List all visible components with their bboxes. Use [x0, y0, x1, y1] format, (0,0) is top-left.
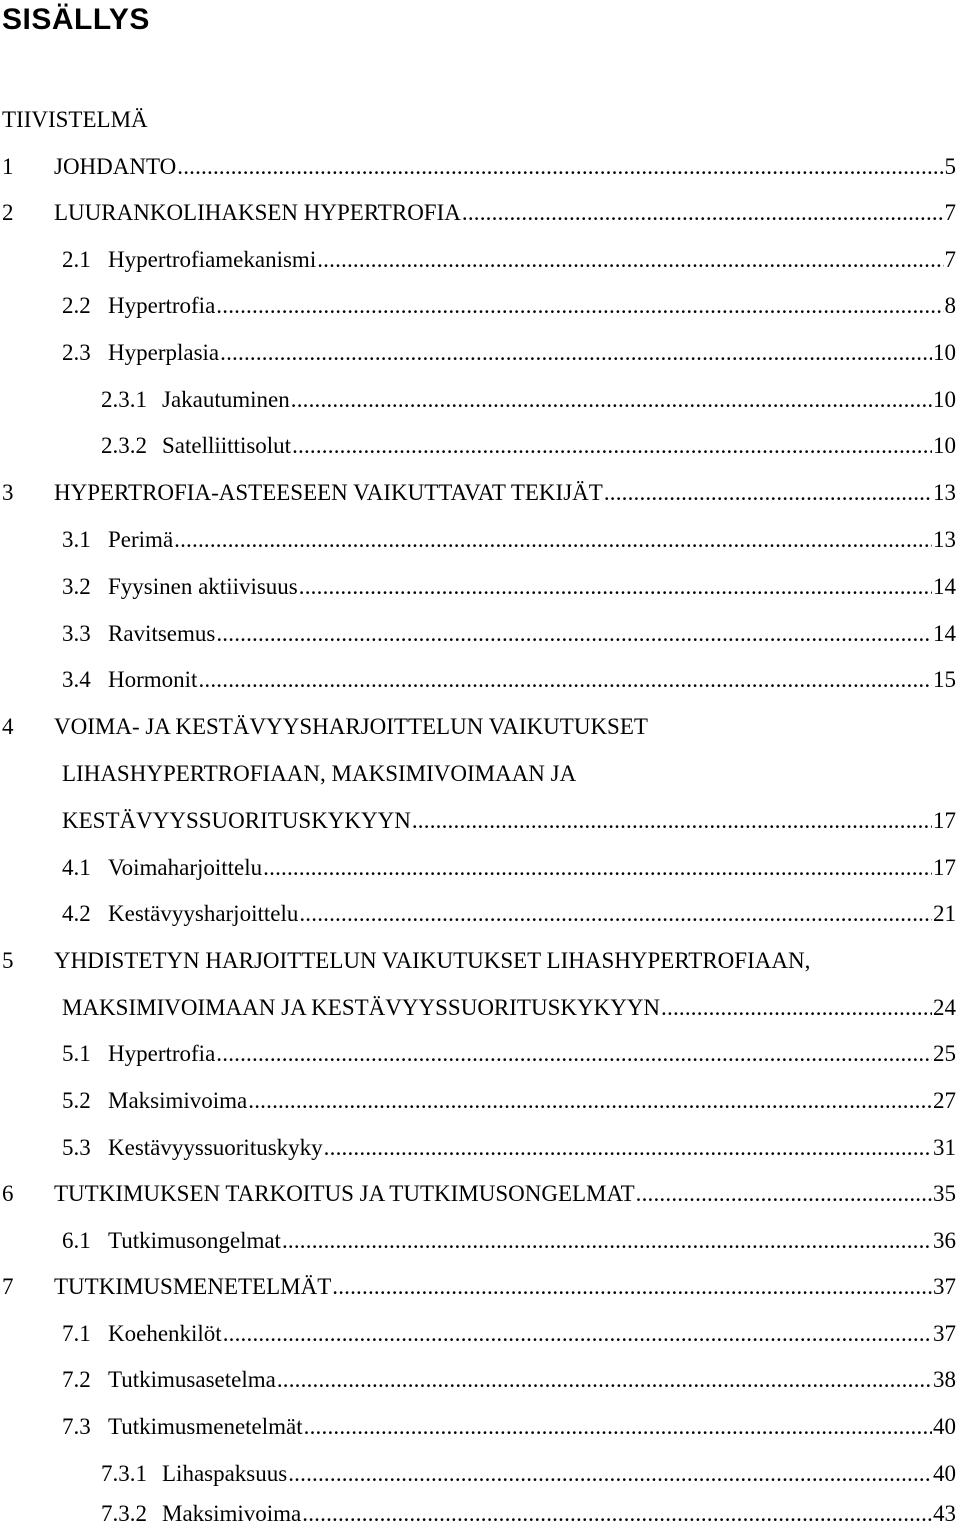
entry-number: 7.3: [62, 1414, 91, 1439]
toc-entry[interactable]: [0, 1225, 956, 1257]
entry-number: 2: [2, 200, 14, 225]
entry-title: Kestävyyssuorituskyky: [108, 1135, 323, 1160]
toc-entry[interactable]: [0, 384, 956, 416]
entry-number: 2.2: [62, 293, 91, 318]
toc-entry[interactable]: [0, 1271, 956, 1303]
entry-title-continuation: KESTÄVYYSSUORITUSKYKYYN: [62, 808, 411, 833]
entry-number: 3: [2, 480, 14, 505]
leader-dots: [324, 1132, 932, 1164]
leader-dots: [317, 244, 943, 276]
entry-number: 3.3: [62, 621, 91, 646]
entry-number: 2.3.2: [101, 433, 147, 458]
entry-title-continuation: MAKSIMIVOIMAAN JA KESTÄVYYSSUORITUSKYKYYN: [62, 995, 661, 1020]
entry-title: YHDISTETYN HARJOITTELUN VAIKUTUKSET LIHASHYPERTROFIAAN,: [54, 948, 811, 973]
leader-dots: [198, 664, 932, 696]
entry-page: 40: [933, 1414, 956, 1439]
entry-page: 14: [933, 621, 956, 646]
toc-entry[interactable]: [0, 1178, 956, 1210]
entry-title: VOIMA- JA KESTÄVYYSHARJOITTELUN VAIKUTUKSET: [54, 714, 648, 739]
toc-entry[interactable]: [0, 618, 956, 650]
entry-number: 2.1: [62, 247, 91, 272]
entry-title: Hypertrofiamekanismi: [108, 247, 317, 272]
entry-number: 5.3: [62, 1135, 91, 1160]
toc-entry[interactable]: [0, 1411, 956, 1443]
entry-page: 25: [933, 1041, 956, 1066]
entry-page: 10: [933, 387, 956, 412]
leader-dots: [302, 1498, 932, 1530]
entry-number: 5.1: [62, 1041, 91, 1066]
entry-number: 3.4: [62, 667, 91, 692]
entry-page: 24: [933, 995, 956, 1020]
entry-title: Satelliittisolut: [162, 433, 292, 458]
entry-title: LUURANKOLIHAKSEN HYPERTROFIA: [54, 200, 461, 225]
entry-page: 17: [933, 808, 956, 833]
entry-number: 3.2: [62, 574, 91, 599]
entry-title-continuation: LIHASHYPERTROFIAAN, MAKSIMIVOIMAAN JA: [62, 761, 577, 786]
toc-entry-continuation[interactable]: [0, 805, 956, 837]
toc-entry[interactable]: [0, 1038, 956, 1070]
entry-title: Maksimivoima: [162, 1501, 302, 1526]
entry-page: 38: [933, 1367, 956, 1392]
entry-number: 6.1: [62, 1228, 91, 1253]
entry-number: 2.3.1: [101, 387, 147, 412]
toc-entry[interactable]: [0, 1364, 956, 1396]
entry-page: 15: [933, 667, 956, 692]
abstract-label: TIIVISTELMÄ: [2, 107, 148, 132]
toc-entry[interactable]: [0, 664, 956, 696]
entry-page: 36: [933, 1228, 956, 1253]
entry-page: 10: [933, 340, 956, 365]
leader-dots: [299, 571, 932, 603]
entry-page: 27: [933, 1088, 956, 1113]
entry-number: 4: [2, 714, 14, 739]
leader-dots: [288, 1458, 932, 1490]
entry-number: 6: [2, 1181, 14, 1206]
entry-number: 7.2: [62, 1367, 91, 1392]
toc-entry[interactable]: [0, 1458, 956, 1490]
toc-entry[interactable]: [0, 337, 956, 369]
leader-dots: [223, 1318, 932, 1350]
toc-entry[interactable]: [0, 571, 956, 603]
toc-entry[interactable]: [0, 1132, 956, 1164]
entry-title: Tutkimusasetelma: [108, 1367, 276, 1392]
entry-page: 7: [944, 247, 956, 272]
entry-number: 4.2: [62, 901, 91, 926]
leader-dots: [220, 337, 932, 369]
toc-entry[interactable]: [0, 852, 956, 884]
leader-dots: [277, 1364, 932, 1396]
toc-entry-multiline-first[interactable]: [0, 945, 956, 977]
leader-dots: [299, 898, 932, 930]
entry-title: Kestävyysharjoittelu: [108, 901, 299, 926]
leader-dots: [661, 992, 932, 1024]
entry-page: 13: [933, 480, 956, 505]
entry-page: 5: [944, 154, 956, 179]
leader-dots: [636, 1178, 932, 1210]
entry-number: 7.3.2: [101, 1501, 147, 1526]
toc-entry[interactable]: [0, 151, 956, 183]
entry-title: Ravitsemus: [108, 621, 216, 646]
entry-page: 17: [933, 855, 956, 880]
entry-page: 37: [933, 1321, 956, 1346]
leader-dots: [604, 477, 932, 509]
entry-title: TUTKIMUKSEN TARKOITUS JA TUTKIMUSONGELMAT: [54, 1181, 635, 1206]
entry-number: 5: [2, 948, 14, 973]
entry-page: 13: [933, 527, 956, 552]
entry-title: JOHDANTO: [54, 154, 177, 179]
entry-title: Hyperplasia: [108, 340, 220, 365]
entry-number: 7: [2, 1274, 14, 1299]
entry-title: Maksimivoima: [108, 1088, 248, 1113]
toc-entry[interactable]: [0, 244, 956, 276]
leader-dots: [216, 618, 932, 650]
entry-title: Perimä: [108, 527, 174, 552]
entry-title: TUTKIMUSMENETELMÄT: [54, 1274, 332, 1299]
entry-number: 1: [2, 154, 14, 179]
toc-entry[interactable]: [0, 290, 956, 322]
entry-number: 7.1: [62, 1321, 91, 1346]
leader-dots: [292, 430, 932, 462]
leader-dots: [174, 524, 932, 556]
entry-title: Lihaspaksuus: [162, 1461, 288, 1486]
entry-title: Fyysinen aktiivisuus: [108, 574, 298, 599]
toc-entry[interactable]: [0, 197, 956, 229]
entry-page: 7: [944, 200, 956, 225]
entry-title: Jakautuminen: [162, 387, 290, 412]
leader-dots: [177, 151, 943, 183]
leader-dots: [263, 852, 932, 884]
entry-number: 7.3.1: [101, 1461, 147, 1486]
entry-number: 5.2: [62, 1088, 91, 1113]
leader-dots: [412, 805, 932, 837]
leader-dots: [304, 1411, 932, 1443]
entry-number: 4.1: [62, 855, 91, 880]
entry-title: Tutkimusongelmat: [108, 1228, 281, 1253]
entry-page: 14: [933, 574, 956, 599]
entry-title: Koehenkilöt: [108, 1321, 222, 1346]
toc-entry[interactable]: [0, 477, 956, 509]
entry-title: Hormonit: [108, 667, 198, 692]
leader-dots: [282, 1225, 932, 1257]
toc-entry-continuation: [0, 758, 956, 790]
entry-page: 43: [933, 1501, 956, 1526]
entry-number: 2.3: [62, 340, 91, 365]
toc-entry-multiline-first[interactable]: [0, 711, 956, 743]
leader-dots: [332, 1271, 932, 1303]
entry-title: Tutkimusmenetelmät: [108, 1414, 303, 1439]
entry-page: 40: [933, 1461, 956, 1486]
leader-dots: [291, 384, 932, 416]
entry-title: HYPERTROFIA-ASTEESEEN VAIKUTTAVAT TEKIJÄT: [54, 480, 603, 505]
leader-dots: [462, 197, 944, 229]
entry-page: 35: [933, 1181, 956, 1206]
entry-page: 21: [933, 901, 956, 926]
toc-entry[interactable]: [0, 1085, 956, 1117]
leader-dots: [248, 1085, 932, 1117]
leader-dots: [216, 290, 943, 322]
entry-title: Hypertrofia: [108, 293, 216, 318]
toc-heading: SISÄLLYS: [2, 3, 150, 36]
entry-title: Hypertrofia: [108, 1041, 216, 1066]
entry-page: 8: [944, 293, 956, 318]
entry-title: Voimaharjoittelu: [108, 855, 263, 880]
toc-entry[interactable]: [0, 430, 956, 462]
toc-entry[interactable]: [0, 1318, 956, 1350]
entry-number: 3.1: [62, 527, 91, 552]
toc-entry-continuation[interactable]: [0, 992, 956, 1024]
leader-dots: [216, 1038, 932, 1070]
entry-page: 31: [933, 1135, 956, 1160]
toc-entry[interactable]: [0, 1498, 956, 1530]
entry-page: 37: [933, 1274, 956, 1299]
toc-entry[interactable]: [0, 524, 956, 556]
toc-entry[interactable]: [0, 898, 956, 930]
entry-page: 10: [933, 433, 956, 458]
